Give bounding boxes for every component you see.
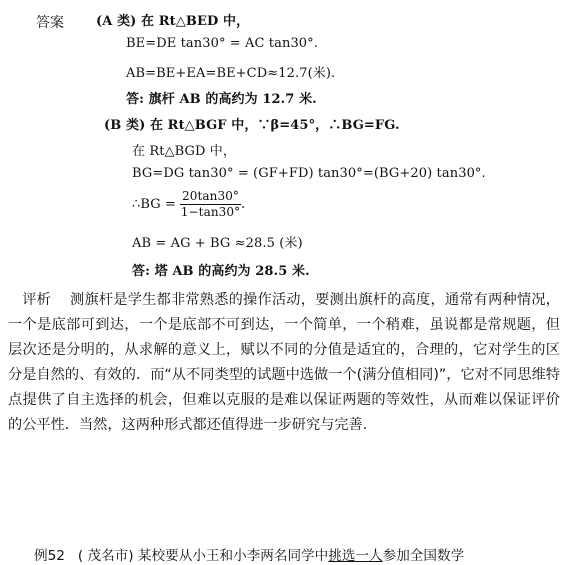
example-line [34,544,464,564]
answer-line-b-1: 在 Rt△BGD 中， [132,144,236,159]
answer-line-b-3: AB = AG + BG ≈28.5 (米) [132,236,303,251]
fraction [180,190,241,219]
example-underlined: 挑选一人 [328,548,383,564]
answer-line-a-1: BE=DE tan30° = AC tan30°. [126,36,319,51]
example-text-after: 参加全国数学 [382,548,465,564]
answer-line-a-conclusion: 答: 旗杆 AB 的高约为 12.7 米. [126,92,317,107]
fraction-suffix: . [241,197,246,212]
example-text-before: 某校要从小王和小李两名同学中 [137,548,329,564]
answer-line-a-2: AB=BE+EA=BE+CD≈12.7(米). [126,66,336,81]
fraction-prefix: ∴BG = [132,197,176,212]
answer-line-b-heading: (B 类) 在 Rt△BGF 中，∵β=45°，∴BG=FG. [104,118,400,133]
example-source: ( 茂名市) [77,548,134,564]
answer-line-b-fraction [132,190,245,219]
fraction-numerator: 20tan30° [181,189,240,203]
fraction-denominator: 1−tan30° [180,205,241,219]
example-label: 例52 [34,548,65,564]
commentary-text: 测旗杆是学生都非常熟悉的操作活动，要测出旗杆的高度，通常有两种情况，一个是底部可到达，一个是底部不可到达，一个简单，一个稍难，虽说都是常规题，但层次还是分明的，从求解的意义上，赋以不同的分值是适宜的，合理的，它对学生的区分是自然的、有效的．而“从不同类型的试题中选做一个(满分值相同)”，它对不同思维特点提供了自主选择的机会，但难以克服的是难以保证两题的等效性，从而难以保证评价的公平性．当然，这两种形式都还值得进一步研究与完善. [8,292,560,433]
answer-line-b-2: BG=DG tan30° = (GF+FD) tan30°=(BG+20) tan30°. [132,166,486,181]
answer-line-b-conclusion: 答: 塔 AB 的高约为 28.5 米. [132,264,310,279]
commentary-label: 评析 [22,292,52,308]
answer-label: 答案 [36,15,64,31]
answer-line-a-heading: (A 类) 在 Rt△BED 中， [96,14,250,29]
commentary-paragraph [8,288,560,438]
